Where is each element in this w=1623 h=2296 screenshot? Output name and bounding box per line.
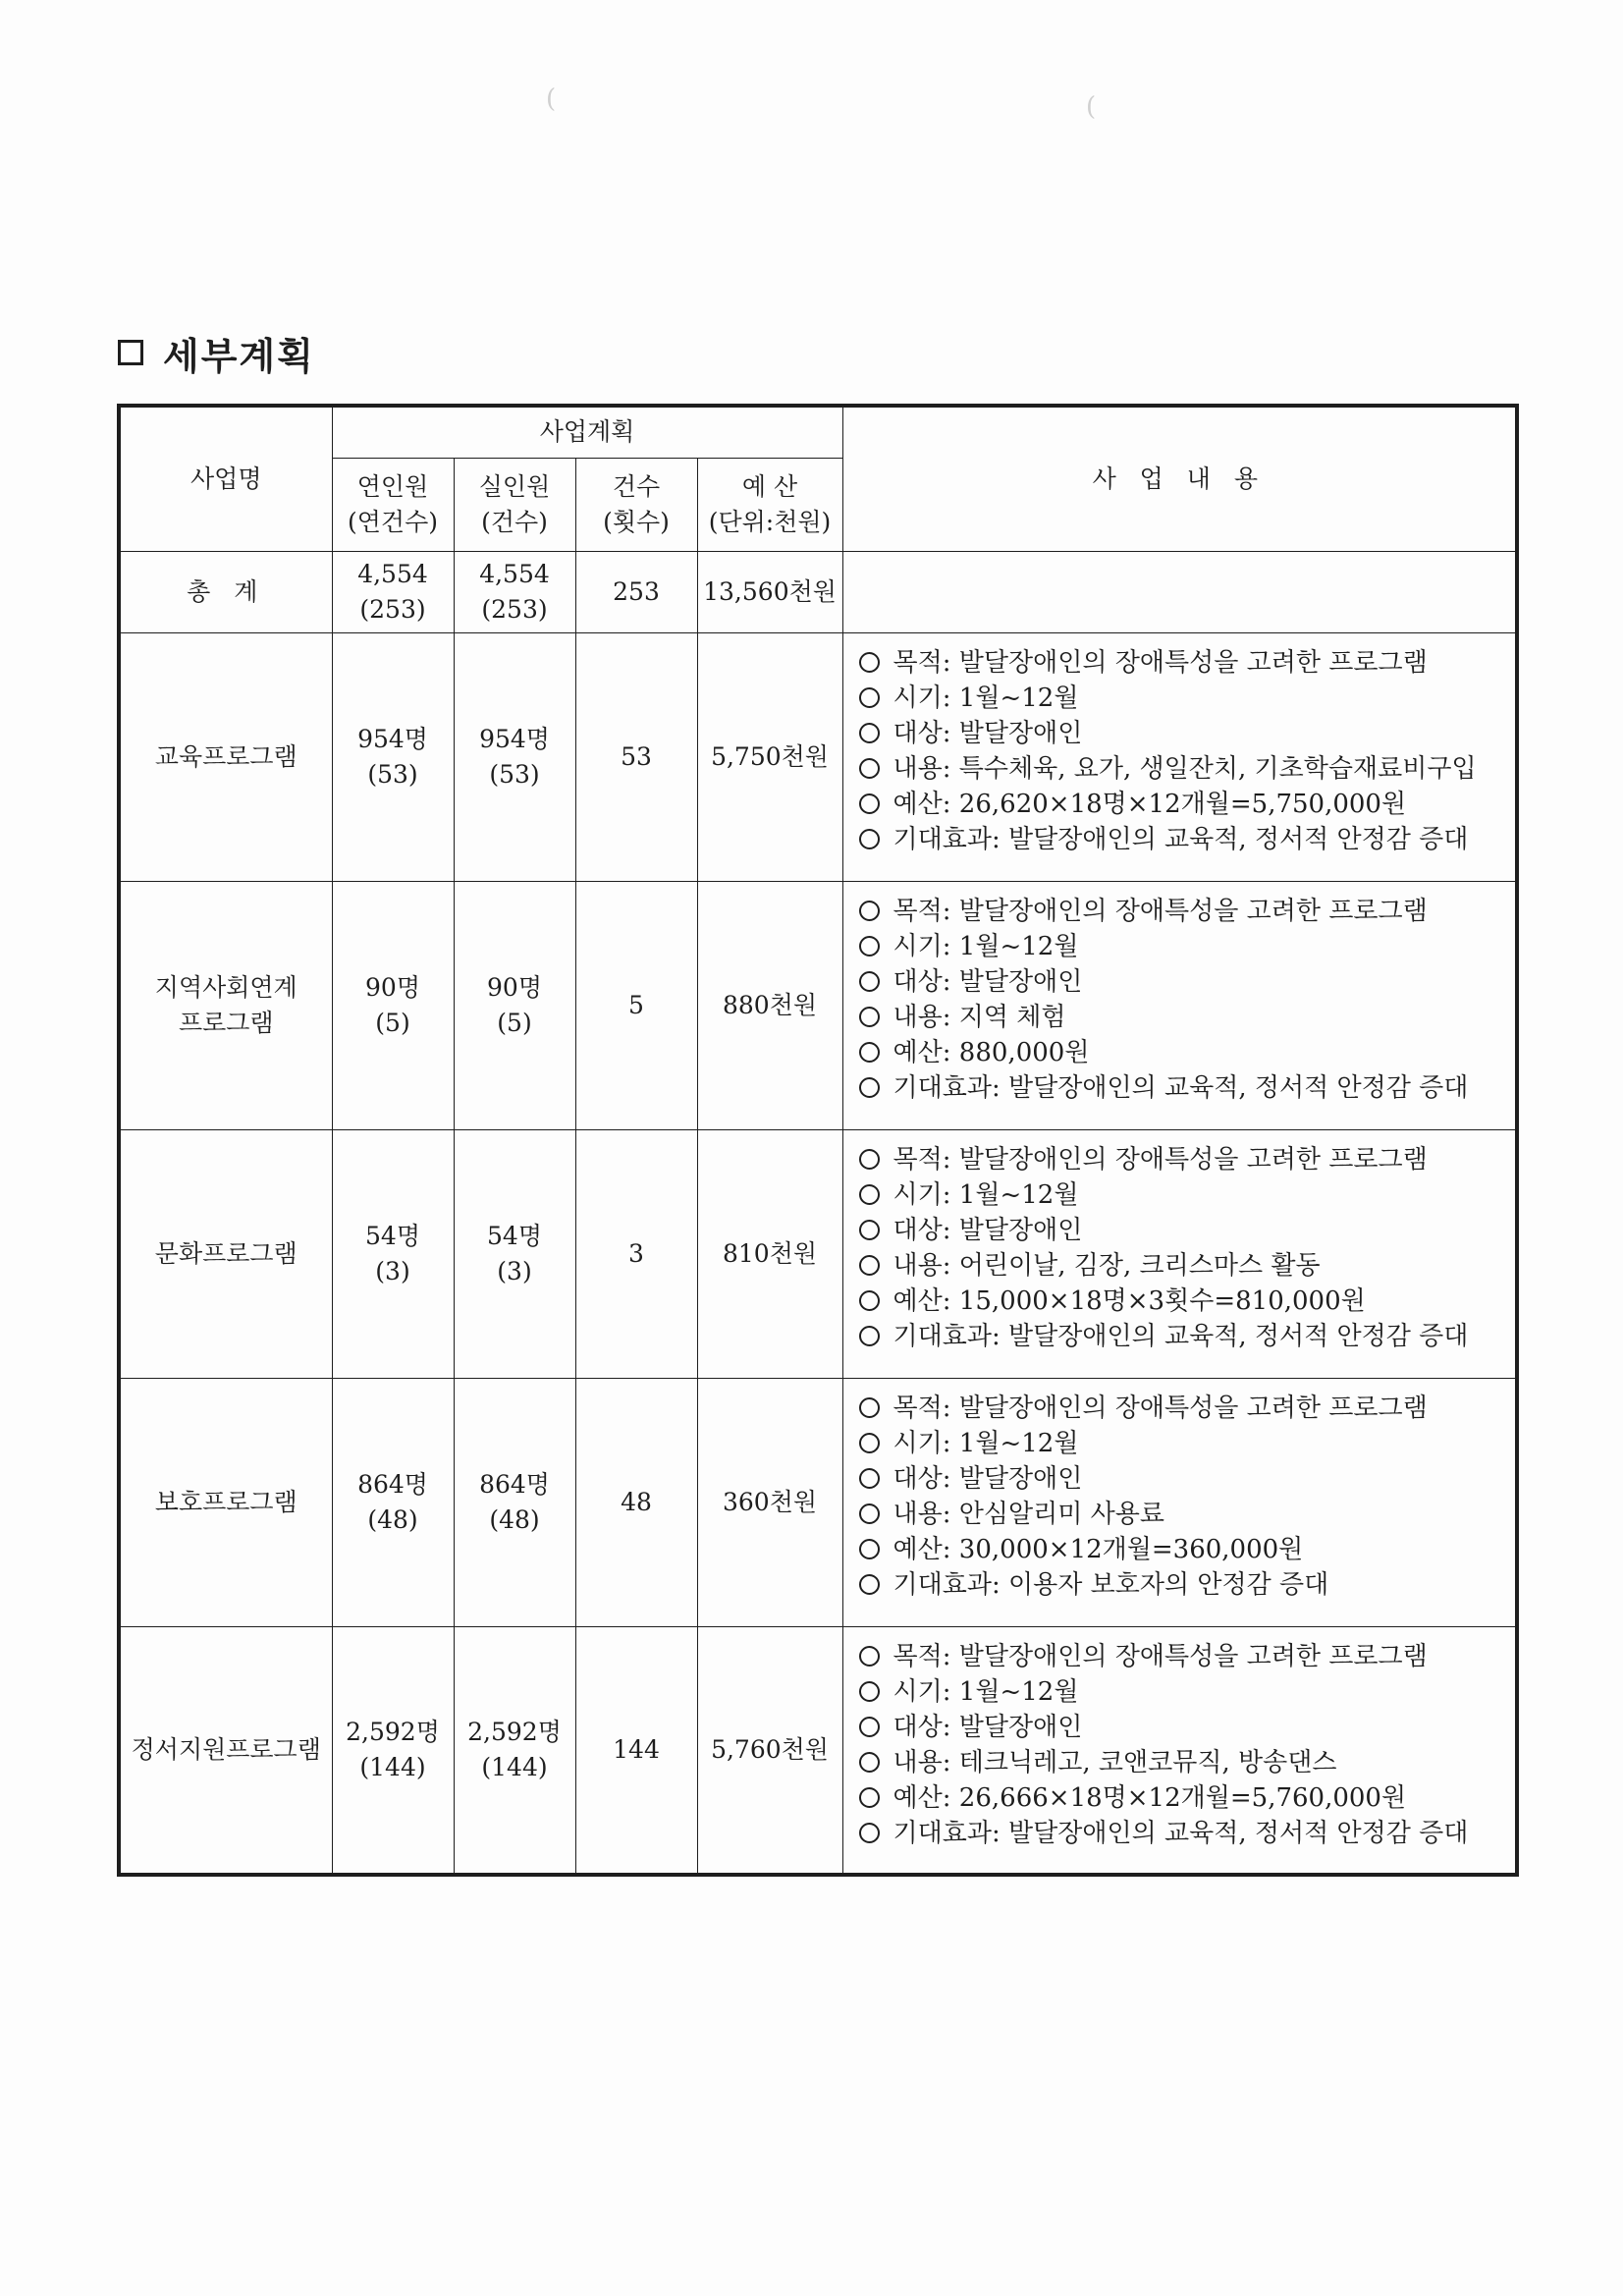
program-row: [119, 1378, 1517, 1626]
content-item: [859, 787, 1516, 822]
content-item-text: 시기: 1월~12월: [893, 1179, 1079, 1210]
program-name: 정서지원프로그램: [119, 1626, 332, 1875]
content-item-text: 시기: 1월~12월: [893, 683, 1079, 713]
content-item: [859, 1532, 1516, 1567]
circle-bullet-icon: [859, 1468, 880, 1489]
program-actual-attendance: 864명 (48): [454, 1378, 575, 1626]
content-item-text: 대상: 발달장애인: [893, 1463, 1083, 1494]
program-name: 지역사회연계 프로그램: [119, 881, 332, 1129]
content-item-text: 내용: 어린이날, 김장, 크리스마스 활동: [893, 1250, 1321, 1281]
content-item: [859, 1674, 1516, 1710]
program-annual-attendance: 54명 (3): [332, 1129, 454, 1378]
total-actual-attendance: 4,554 (253): [454, 551, 575, 632]
content-item: [859, 964, 1516, 1000]
circle-bullet-icon: [859, 1574, 880, 1595]
circle-bullet-icon: [859, 1717, 880, 1737]
header-annual-attendance: 연인원 (연건수): [332, 458, 454, 551]
content-item: [859, 1284, 1516, 1319]
content-item-text: 목적: 발달장애인의 장애특성을 고려한 프로그램: [893, 896, 1428, 926]
circle-bullet-icon: [859, 1007, 880, 1027]
program-case-count: 5: [575, 881, 697, 1129]
program-case-count: 144: [575, 1626, 697, 1875]
content-item: [859, 1426, 1516, 1461]
content-item-text: 기대효과: 이용자 보호자의 안정감 증대: [893, 1569, 1329, 1600]
content-item-text: 대상: 발달장애인: [893, 966, 1083, 997]
program-row: [119, 632, 1517, 881]
content-item-text: 대상: 발달장애인: [893, 718, 1083, 748]
header-actual-attendance: 실인원 (건수): [454, 458, 575, 551]
total-label: 총 계: [119, 551, 332, 632]
content-item: [859, 645, 1516, 681]
circle-bullet-icon: [859, 1220, 880, 1240]
content-item: [859, 1177, 1516, 1213]
content-item-text: 예산: 15,000×18명×3횟수=810,000원: [893, 1285, 1366, 1316]
content-item-text: 대상: 발달장애인: [893, 1712, 1083, 1742]
program-row: [119, 1626, 1517, 1875]
circle-bullet-icon: [859, 723, 880, 743]
program-actual-attendance: 2,592명 (144): [454, 1626, 575, 1875]
program-annual-attendance: 2,592명 (144): [332, 1626, 454, 1875]
circle-bullet-icon: [859, 936, 880, 957]
program-annual-attendance: 954명 (53): [332, 632, 454, 881]
content-item-text: 시기: 1월~12월: [893, 931, 1079, 961]
program-content: [842, 1626, 1517, 1875]
total-annual-attendance: 4,554 (253): [332, 551, 454, 632]
program-content: [842, 881, 1517, 1129]
total-content: [842, 551, 1517, 632]
circle-bullet-icon: [859, 1646, 880, 1667]
total-budget: 13,560천원: [697, 551, 842, 632]
content-item: [859, 1639, 1516, 1674]
circle-bullet-icon: [859, 1681, 880, 1702]
circle-bullet-icon: [859, 1433, 880, 1453]
circle-bullet-icon: [859, 1290, 880, 1311]
content-item-text: 시기: 1월~12월: [893, 1428, 1079, 1458]
header-business-plan: 사업계획: [332, 406, 842, 458]
content-item: [859, 1070, 1516, 1106]
program-budget: 360천원: [697, 1378, 842, 1626]
program-row: [119, 1129, 1517, 1378]
content-item-text: 예산: 880,000원: [893, 1037, 1090, 1067]
content-item-text: 예산: 26,666×18명×12개월=5,760,000원: [893, 1782, 1407, 1813]
content-item: [859, 1745, 1516, 1780]
content-item-text: 기대효과: 발달장애인의 교육적, 정서적 안정감 증대: [893, 1818, 1469, 1848]
program-actual-attendance: 54명 (3): [454, 1129, 575, 1378]
content-item: [859, 822, 1516, 857]
section-title: 세부계획: [163, 334, 315, 378]
program-row: [119, 881, 1517, 1129]
content-item: [859, 1000, 1516, 1035]
content-item-text: 대상: 발달장애인: [893, 1215, 1083, 1245]
scan-mark: (: [546, 84, 557, 114]
circle-bullet-icon: [859, 971, 880, 992]
total-row: [119, 551, 1517, 632]
program-budget: 5,760천원: [697, 1626, 842, 1875]
content-item-text: 목적: 발달장애인의 장애특성을 고려한 프로그램: [893, 1144, 1428, 1175]
program-name: 교육프로그램: [119, 632, 332, 881]
content-item: [859, 894, 1516, 929]
program-name: 보호프로그램: [119, 1378, 332, 1626]
scan-mark: (: [1086, 92, 1097, 122]
content-item-text: 기대효과: 발달장애인의 교육적, 정서적 안정감 증대: [893, 1321, 1469, 1351]
circle-bullet-icon: [859, 1787, 880, 1808]
program-actual-attendance: 954명 (53): [454, 632, 575, 881]
program-annual-attendance: 864명 (48): [332, 1378, 454, 1626]
content-item-text: 목적: 발달장애인의 장애특성을 고려한 프로그램: [893, 1393, 1428, 1423]
program-content: [842, 632, 1517, 881]
content-item: [859, 1780, 1516, 1816]
header-business-content: 사 업 내 용: [842, 406, 1517, 551]
circle-bullet-icon: [859, 1077, 880, 1098]
content-item: [859, 1816, 1516, 1851]
content-item: [859, 681, 1516, 716]
content-item: [859, 1248, 1516, 1284]
total-case-count: 253: [575, 551, 697, 632]
content-item: [859, 1391, 1516, 1426]
program-content: [842, 1129, 1517, 1378]
circle-bullet-icon: [859, 758, 880, 779]
circle-bullet-icon: [859, 1397, 880, 1418]
content-item-text: 기대효과: 발달장애인의 교육적, 정서적 안정감 증대: [893, 1072, 1469, 1103]
detail-plan-table: [117, 404, 1519, 1877]
circle-bullet-icon: [859, 1149, 880, 1170]
content-item-text: 기대효과: 발달장애인의 교육적, 정서적 안정감 증대: [893, 824, 1469, 854]
header-budget: 예 산 (단위:천원): [697, 458, 842, 551]
content-item: [859, 1497, 1516, 1532]
circle-bullet-icon: [859, 901, 880, 921]
program-content: [842, 1378, 1517, 1626]
circle-bullet-icon: [859, 1823, 880, 1843]
program-case-count: 53: [575, 632, 697, 881]
program-budget: 880천원: [697, 881, 842, 1129]
program-case-count: 3: [575, 1129, 697, 1378]
circle-bullet-icon: [859, 1255, 880, 1276]
content-item: [859, 1710, 1516, 1745]
content-item-text: 내용: 테크닉레고, 코앤코뮤직, 방송댄스: [893, 1747, 1337, 1777]
content-item-text: 목적: 발달장애인의 장애특성을 고려한 프로그램: [893, 647, 1428, 678]
content-item: [859, 716, 1516, 751]
content-item-text: 내용: 특수체육, 요가, 생일잔치, 기초학습재료비구입: [893, 753, 1477, 784]
section-heading: [118, 328, 315, 377]
content-item-text: 예산: 30,000×12개월=360,000원: [893, 1534, 1304, 1564]
circle-bullet-icon: [859, 1042, 880, 1063]
circle-bullet-icon: [859, 687, 880, 708]
circle-bullet-icon: [859, 1326, 880, 1346]
content-item: [859, 929, 1516, 964]
program-actual-attendance: 90명 (5): [454, 881, 575, 1129]
content-item-text: 내용: 지역 체험: [893, 1002, 1066, 1032]
content-item: [859, 1461, 1516, 1497]
content-item: [859, 1213, 1516, 1248]
content-item-text: 시기: 1월~12월: [893, 1676, 1079, 1707]
circle-bullet-icon: [859, 1752, 880, 1773]
content-item-text: 예산: 26,620×18명×12개월=5,750,000원: [893, 789, 1407, 819]
program-budget: 810천원: [697, 1129, 842, 1378]
program-name: 문화프로그램: [119, 1129, 332, 1378]
checkbox-icon: [118, 340, 143, 365]
program-budget: 5,750천원: [697, 632, 842, 881]
circle-bullet-icon: [859, 1184, 880, 1205]
circle-bullet-icon: [859, 829, 880, 849]
program-annual-attendance: 90명 (5): [332, 881, 454, 1129]
content-item: [859, 751, 1516, 787]
content-item-text: 목적: 발달장애인의 장애특성을 고려한 프로그램: [893, 1641, 1428, 1671]
circle-bullet-icon: [859, 793, 880, 814]
content-item-text: 내용: 안심알리미 사용료: [893, 1499, 1164, 1529]
content-item: [859, 1319, 1516, 1354]
circle-bullet-icon: [859, 652, 880, 673]
header-row: [119, 406, 1517, 458]
circle-bullet-icon: [859, 1539, 880, 1559]
program-case-count: 48: [575, 1378, 697, 1626]
circle-bullet-icon: [859, 1503, 880, 1524]
header-program-name: 사업명: [119, 406, 332, 551]
content-item: [859, 1567, 1516, 1603]
content-item: [859, 1035, 1516, 1070]
content-item: [859, 1142, 1516, 1177]
header-case-count: 건수 (횟수): [575, 458, 697, 551]
